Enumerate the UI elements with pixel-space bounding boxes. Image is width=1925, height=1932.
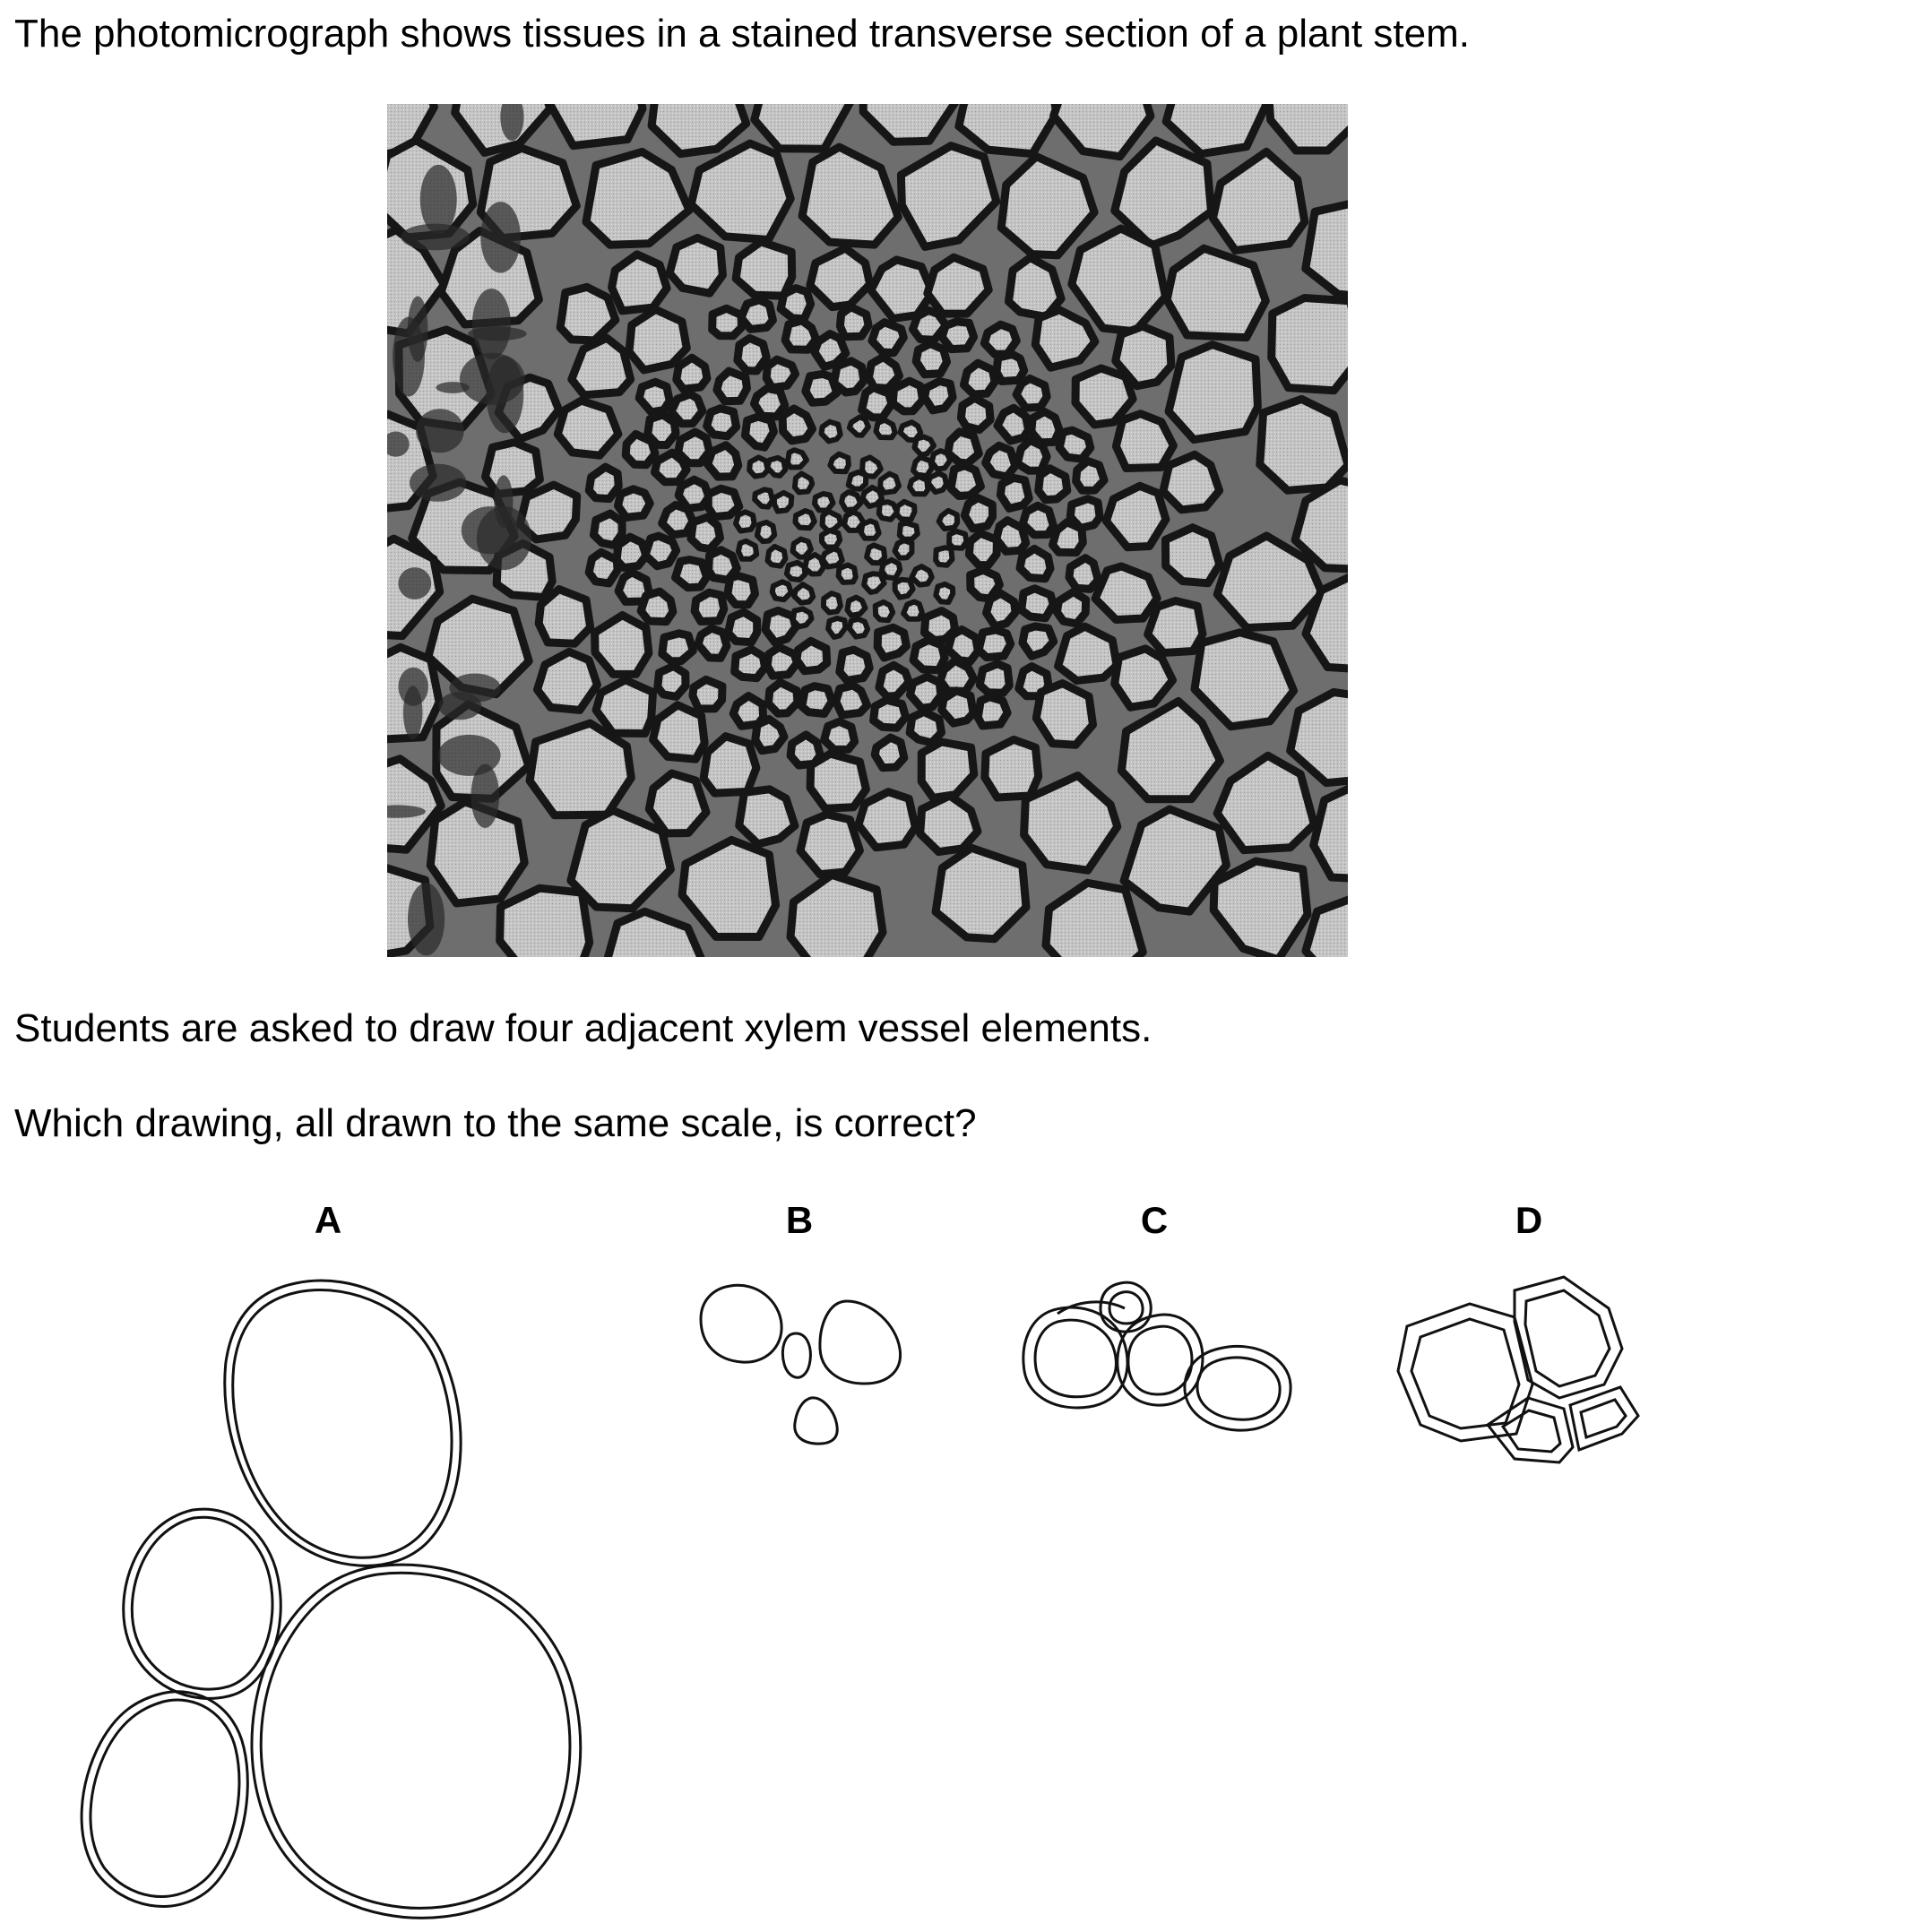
option-a-cell — [91, 1700, 239, 1896]
option-b-cell — [782, 1333, 810, 1377]
option-c-drawing[interactable] — [1023, 1282, 1291, 1430]
option-d-cell — [1525, 1290, 1610, 1386]
option-b-cell — [820, 1301, 901, 1384]
option-c-cell — [1118, 1315, 1203, 1405]
intro-text: The photomicrograph shows tissues in a stained transverse section of a plant stem. — [14, 12, 1470, 56]
option-d-cell — [1488, 1398, 1573, 1462]
option-a-cell — [261, 1573, 570, 1908]
option-a-cell — [233, 1290, 452, 1558]
option-d-cell — [1581, 1400, 1626, 1437]
option-d-cell — [1411, 1319, 1519, 1428]
option-c-cell — [1023, 1307, 1127, 1408]
option-b-label[interactable]: B — [785, 1199, 814, 1241]
option-c-cell — [1197, 1358, 1280, 1419]
question-text: Which drawing, all drawn to the same scale, is correct? — [14, 1101, 977, 1145]
option-a-label[interactable]: A — [314, 1199, 342, 1241]
option-c-cell — [1185, 1346, 1291, 1430]
option-c-label[interactable]: C — [1140, 1199, 1169, 1241]
option-a-cell — [124, 1509, 281, 1698]
option-d-drawing[interactable] — [1398, 1277, 1638, 1462]
option-d-cell — [1570, 1387, 1638, 1450]
option-c-cell — [1109, 1292, 1143, 1324]
option-a-drawing[interactable] — [82, 1281, 581, 1918]
option-a-cell — [225, 1281, 461, 1565]
option-b-cell — [701, 1285, 781, 1362]
instruction-text: Students are asked to draw four adjacent xylem vessel elements. — [14, 1006, 1152, 1050]
option-a-cell — [132, 1517, 272, 1689]
option-a-cell — [252, 1565, 581, 1918]
option-d-label[interactable]: D — [1515, 1199, 1543, 1241]
option-b-cell — [795, 1398, 837, 1444]
option-c-cell — [1128, 1326, 1192, 1394]
option-d-cell — [1503, 1410, 1560, 1452]
option-b-drawing[interactable] — [701, 1285, 901, 1444]
option-c-cell — [1035, 1320, 1116, 1397]
